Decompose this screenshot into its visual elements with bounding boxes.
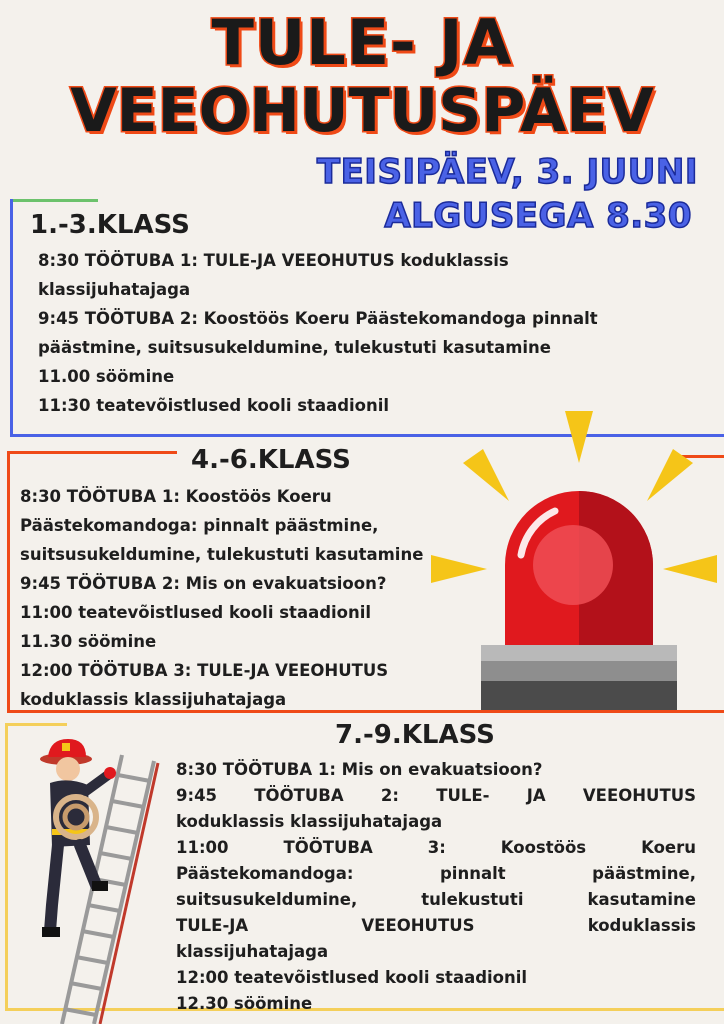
helmet-badge xyxy=(62,743,70,751)
section2-left-border xyxy=(7,451,10,713)
schedule-line: Päästekomandoga: pinnalt päästmine, xyxy=(20,516,379,535)
siren-base-bottom xyxy=(481,681,677,710)
schedule-line: koduklassis klassijuhatajaga xyxy=(20,690,287,709)
title-line-2: VEEOHUTUSPÄEV xyxy=(70,76,654,146)
schedule-line: 12:00 TÖÖTUBA 3: TULE-JA VEEOHUTUS xyxy=(20,661,389,680)
section1-schedule xyxy=(38,246,598,420)
start-time-line: ALGUSEGA 8.30 xyxy=(384,196,692,236)
siren-base-mid xyxy=(481,661,677,681)
red-siren-icon xyxy=(425,405,724,710)
schedule-line: 12.30 söömine xyxy=(176,994,313,1013)
schedule-line: 8:30 TÖÖTUBA 1: TULE-JA VEEOHUTUS koduklassis xyxy=(38,251,509,270)
section3-schedule xyxy=(176,757,696,1017)
date-line: TEISIPÄEV, 3. JUUNI xyxy=(316,152,698,192)
schedule-line: 8:30 TÖÖTUBA 1: Koostöös Koeru xyxy=(20,487,332,506)
arm xyxy=(86,775,108,791)
section1-left-border xyxy=(10,199,13,437)
section3-top-border xyxy=(5,723,67,726)
schedule-line: 9:45 TÖÖTUBA 2: Koostöös Koeru Päästekomandoga pinnalt xyxy=(38,309,598,328)
siren-ray-top xyxy=(565,411,593,463)
siren-base-top xyxy=(481,645,677,661)
siren-ray-left xyxy=(431,555,487,583)
siren-dome-glow xyxy=(533,525,613,605)
boot-right xyxy=(92,881,108,891)
schedule-line: 11.30 söömine xyxy=(20,632,157,651)
firefighter-on-ladder-icon xyxy=(30,735,165,1024)
section3-left-border xyxy=(5,723,8,1011)
schedule-line: 11:30 teatevõistlused kooli staadionil xyxy=(38,396,390,415)
schedule-line: 9:45 TÖÖTUBA 2: TULE- JA VEEOHUTUS xyxy=(176,786,696,805)
schedule-line: TULE-JA VEEOHUTUS koduklassis xyxy=(176,916,696,935)
schedule-line: klassijuhatajaga xyxy=(38,280,191,299)
siren-ray-upper-left xyxy=(463,449,509,501)
face xyxy=(56,757,80,781)
schedule-line: 11:00 teatevõistlused kooli staadionil xyxy=(20,603,372,622)
section3-heading: 7.-9.KLASS xyxy=(335,720,495,750)
ladder-side-red xyxy=(100,763,158,1024)
section2-schedule xyxy=(20,482,423,714)
schedule-line: päästmine, suitsusukeldumine, tulekustuti kasutamine xyxy=(38,338,551,357)
siren-ray-upper-right xyxy=(647,449,693,501)
section2-top-border xyxy=(7,451,177,454)
boot-left xyxy=(42,927,60,937)
schedule-line: suitsusukeldumine, tulekustuti kasutamine xyxy=(176,890,696,909)
siren-ray-right xyxy=(663,555,717,583)
section1-accent-line xyxy=(10,199,98,202)
schedule-line: koduklassis klassijuhatajaga xyxy=(176,812,443,831)
section2-heading: 4.-6.KLASS xyxy=(191,445,351,475)
leg-right xyxy=(80,845,96,885)
schedule-line: Päästekomandoga: pinnalt päästmine, xyxy=(176,864,696,883)
schedule-line: 11.00 söömine xyxy=(38,367,175,386)
leg-left xyxy=(50,845,58,931)
schedule-line: suitsusukeldumine, tulekustuti kasutamine xyxy=(20,545,424,564)
title-line-1: TULE- JA xyxy=(211,6,513,79)
schedule-line: klassijuhatajaga xyxy=(176,942,329,961)
schedule-line: 9:45 TÖÖTUBA 2: Mis on evakuatsioon? xyxy=(20,574,387,593)
schedule-line: 11:00 TÖÖTUBA 3: Koostöös Koeru xyxy=(176,838,696,857)
section1-heading: 1.-3.KLASS xyxy=(30,210,190,240)
schedule-line: 12:00 teatevõistlused kooli staadionil xyxy=(176,968,528,987)
schedule-line: 8:30 TÖÖTUBA 1: Mis on evakuatsioon? xyxy=(176,760,543,779)
glove xyxy=(104,767,116,779)
